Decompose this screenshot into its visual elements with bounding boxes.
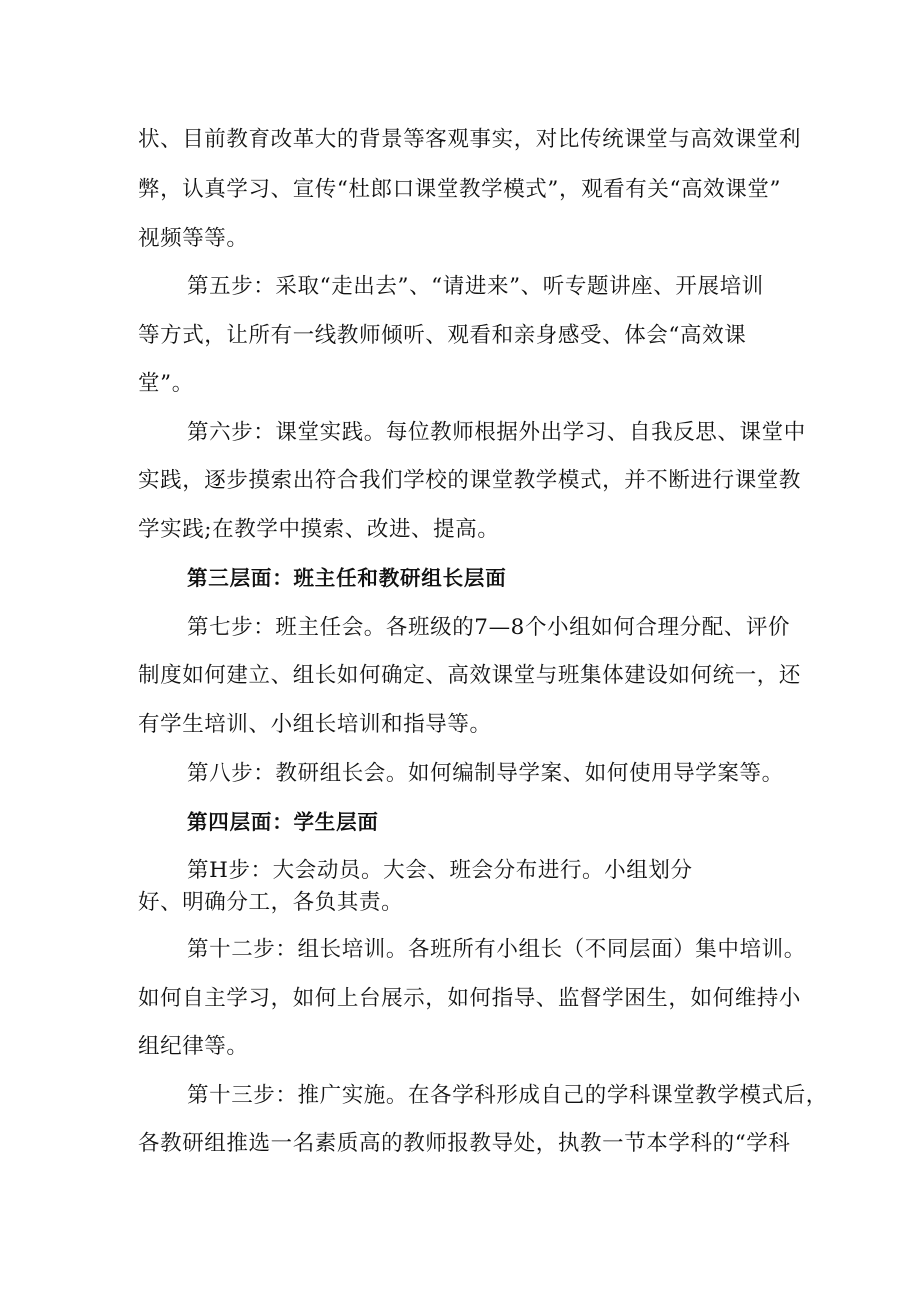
paragraph-step5-line: 第五步：采取“走出去”、“请进来”、听专题讲座、开展培训 <box>187 274 764 299</box>
paragraph-step5-line: 等方式，让所有一线教师倾听、观看和亲身感受、体会“高效课 <box>138 323 747 348</box>
section-heading-level3: 第三层面：班主任和教研组长层面 <box>187 566 507 590</box>
paragraph-step6-line: 第六步：课堂实践。每位教师根据外出学习、自我反思、课堂中 <box>187 420 806 445</box>
paragraph-step7-line: 有学生培训、小组长培训和指导等。 <box>138 712 492 737</box>
paragraph-step12-line: 第十二步：组长培训。各班所有小组长（不同层面）集中培训。 <box>187 937 806 962</box>
paragraph-step12-line: 组纪律等。 <box>138 1034 249 1059</box>
paragraph-step-h-line: 第H步：大会动员。大会、班会分布进行。小组划分 <box>187 858 693 883</box>
paragraph-step8-line: 第八步：教研组长会。如何编制导学案、如何使用导学案等。 <box>187 761 784 786</box>
paragraph-step6-line: 学实践;在教学中摸索、改进、提高。 <box>138 517 500 542</box>
paragraph-step6-line: 实践，逐步摸索出符合我们学校的课堂教学模式，并不断进行课堂教 <box>138 468 802 493</box>
paragraph-intro-line: 状、目前教育改革大的背景等客观事实，对比传统课堂与高效课堂利 <box>138 127 802 152</box>
paragraph-step-h-line: 好、明确分工，各负其责。 <box>138 890 404 915</box>
paragraph-step12-line: 如何自主学习，如何上台展示，如何指导、监督学困生，如何维持小 <box>138 986 802 1011</box>
paragraph-step5-line: 堂”。 <box>138 371 194 396</box>
section-heading-level4: 第四层面：学生层面 <box>187 810 379 834</box>
paragraph-step13-line: 各教研组推选一名素质高的教师报教导处，执教一节本学科的“学科 <box>138 1131 791 1156</box>
paragraph-step7-line: 第七步：班主任会。各班级的7—8个小组如何合理分配、评价 <box>187 615 791 640</box>
paragraph-step13-line: 第十三步：推广实施。在各学科形成自己的学科课堂教学模式后， <box>187 1083 828 1108</box>
paragraph-intro-line: 视频等等。 <box>138 226 249 251</box>
paragraph-intro-line: 弊，认真学习、宣传“杜郎口课堂教学模式”，观看有关“高效课堂” <box>138 177 782 202</box>
paragraph-step7-line: 制度如何建立、组长如何确定、高效课堂与班集体建设如何统一，还 <box>138 663 802 688</box>
